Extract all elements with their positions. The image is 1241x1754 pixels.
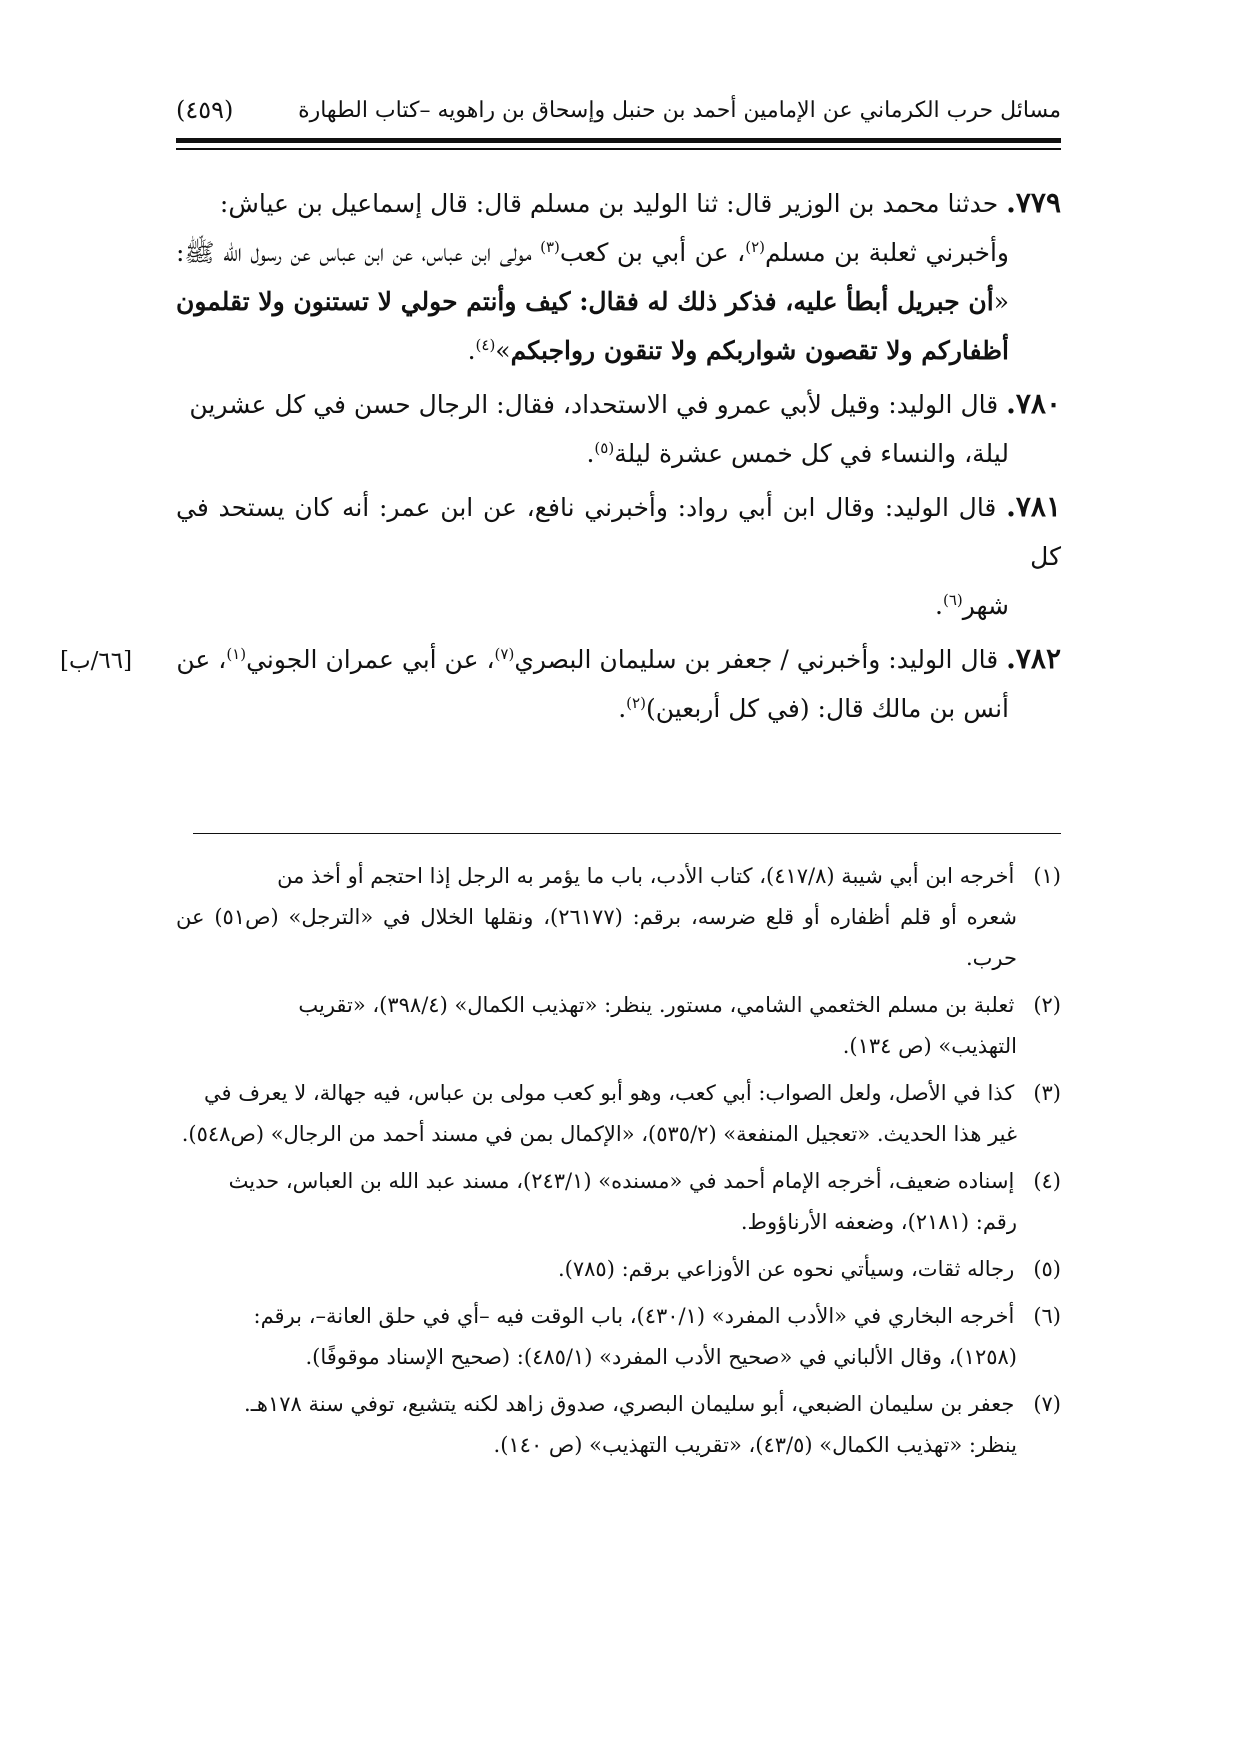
footnote-text: رجاله ثقات، وسيأتي نحوه عن الأوزاعي برقم: (٧٨٥).	[558, 1257, 1015, 1281]
entry-text: قال الوليد: وقال ابن أبي رواد: وأخبرني نافع، عن ابن عمر: أنه كان يستحد في كل	[176, 493, 1061, 571]
entry-text: قال الوليد: وقيل لأبي عمرو في الاستحداد، فقال: الرجال حسن في كل عشرين	[189, 390, 1007, 419]
text-run: .	[618, 694, 627, 723]
text-run: .	[467, 336, 476, 365]
footnote-7	[176, 1384, 1061, 1466]
entry-text: قال الوليد: وأخبرني / جعفر بن سليمان البصري	[514, 645, 1007, 674]
footnote-6	[176, 1296, 1061, 1378]
entry-number: ٧٨٢.	[1006, 642, 1061, 675]
text-run: »	[495, 336, 511, 365]
text-run: ، عن	[176, 645, 227, 674]
footnotes	[176, 856, 1061, 1472]
footnote-text: إسناده ضعيف، أخرجه الإمام أحمد في «مسنده» (٢٤٣/١)، مسند عبد الله بن العباس، حديث	[228, 1169, 1015, 1193]
footnote-ref[interactable]: (٢)	[626, 694, 646, 712]
footnote-continuation: رقم: (٢١٨١)، وضعفه الأرناؤوط.	[740, 1210, 1017, 1234]
text-run: مولى ابن عباس، عن ابن عباس عن رسول الله ﷺ: «	[176, 238, 1009, 316]
entry-779	[176, 178, 1061, 375]
page-number: (٤٥٩)	[176, 96, 234, 124]
text-run: أنس بن مالك قال: (في كل أربعين)	[645, 694, 1009, 723]
hadith-text: أن جبريل أبطأ عليه، فذكر ذلك له فقال: كيف وأنتم حولي لا تستنون ولا تقلمون أظفاركم ولا تقصون شواربكم ولا تنقون رواجبكم	[176, 287, 1009, 365]
header-rule-thick	[176, 138, 1061, 143]
entry-continuation	[176, 684, 1061, 733]
footnote-ref[interactable]: (٦)	[942, 591, 963, 609]
text-run: وأخبرني ثعلبة بن مسلم	[765, 238, 1010, 267]
footnote-continuation: (١٢٥٨)، وقال الألباني في «صحيح الأدب المفرد» (٤٨٥/١): (صحيح الإسناد موقوفًا).	[305, 1345, 1017, 1369]
footnote-text: أخرجه البخاري في «الأدب المفرد» (٤٣٠/١)، باب الوقت فيه –أي في حلق العانة–، برقم:	[253, 1304, 1015, 1328]
footnote-4	[176, 1161, 1061, 1243]
footnote-2	[176, 985, 1061, 1067]
footnote-continuation: غير هذا الحديث. «تعجيل المنفعة» (٥٣٥/٢)، «الإكمال بمن في مسند أحمد من الرجال» (ص٥٤٨).	[181, 1122, 1017, 1146]
footnote-number: (٦)	[1033, 1304, 1061, 1328]
entry-text: حدثنا محمد بن الوزير قال: ثنا الوليد بن مسلم قال: قال إسماعيل بن عياش:	[219, 189, 1007, 218]
text-run: ، عن أبي عمران الجوني	[246, 645, 495, 674]
footnote-ref[interactable]: (٣)	[540, 238, 560, 256]
footnote-number: (٥)	[1033, 1257, 1061, 1281]
text-run: ، عن أبي بن كعب	[559, 238, 746, 267]
footnote-ref[interactable]: (٤)	[475, 336, 496, 354]
entry-continuation	[176, 429, 1061, 478]
footnote-continuation: التهذيب» (ص ١٣٤).	[842, 1034, 1017, 1058]
footnote-number: (٤)	[1033, 1169, 1061, 1193]
footnote-continuation: شعره أو قلم أظفاره أو قلع ضرسه، برقم: (٢٦١٧٧)، ونقلها الخلال في «الترجل» (ص٥١) عن حرب.	[176, 905, 1017, 970]
entry-782	[176, 634, 1061, 733]
folio-margin-note: [٦٦/ب]	[60, 648, 133, 674]
text-run: ليلة، والنساء في كل خمس عشرة ليلة	[614, 439, 1009, 468]
footnote-1	[176, 856, 1061, 979]
running-header	[176, 90, 1061, 130]
entry-780	[176, 379, 1061, 478]
entry-number: ٧٨١.	[1006, 490, 1061, 523]
running-title: مسائل حرب الكرماني عن الإمامين أحمد بن حنبل وإسحاق بن راهويه –كتاب الطهارة	[298, 97, 1061, 123]
footnote-text: كذا في الأصل، ولعل الصواب: أبي كعب، وهو أبو كعب مولى بن عباس، فيه جهالة، لا يعرف في	[204, 1081, 1015, 1105]
text-run: .	[586, 439, 595, 468]
footnote-ref[interactable]: (١)	[226, 645, 247, 663]
entry-number: ٧٧٩.	[1006, 186, 1061, 219]
footnote-text: ثعلبة بن مسلم الخثعمي الشامي، مستور. ينظر: «تهذيب الكمال» (٣٩٨/٤)، «تقريب	[298, 993, 1015, 1017]
footnote-number: (١)	[1033, 864, 1061, 888]
header-rule-thin	[176, 148, 1061, 150]
footnote-number: (٢)	[1033, 993, 1061, 1017]
footnote-3	[176, 1073, 1061, 1155]
text-run: .	[935, 591, 943, 620]
footnote-text: جعفر بن سليمان الضبعي، أبو سليمان البصري، صدوق زاهد لكنه يتشيع، توفي سنة ١٧٨هـ.	[244, 1392, 1015, 1416]
footnote-ref[interactable]: (٢)	[745, 238, 765, 256]
entry-continuation	[176, 581, 1061, 630]
footnote-separator	[193, 833, 1061, 834]
entry-continuation	[176, 228, 1061, 375]
footnote-number: (٣)	[1033, 1081, 1061, 1105]
entry-number: ٧٨٠.	[1006, 387, 1061, 420]
entry-781	[176, 482, 1061, 630]
footnote-ref[interactable]: (٧)	[494, 645, 515, 663]
text-run: شهر	[962, 591, 1009, 620]
main-text	[176, 178, 1061, 737]
footnote-number: (٧)	[1033, 1392, 1061, 1416]
footnote-text: أخرجه ابن أبي شيبة (٤١٧/٨)، كتاب الأدب، باب ما يؤمر به الرجل إذا احتجم أو أخذ من	[277, 864, 1015, 888]
footnote-5	[176, 1249, 1061, 1290]
footnote-continuation: ينظر: «تهذيب الكمال» (٤٣/٥)، «تقريب التهذيب» (ص ١٤٠).	[493, 1433, 1017, 1457]
footnote-ref[interactable]: (٥)	[594, 439, 615, 457]
